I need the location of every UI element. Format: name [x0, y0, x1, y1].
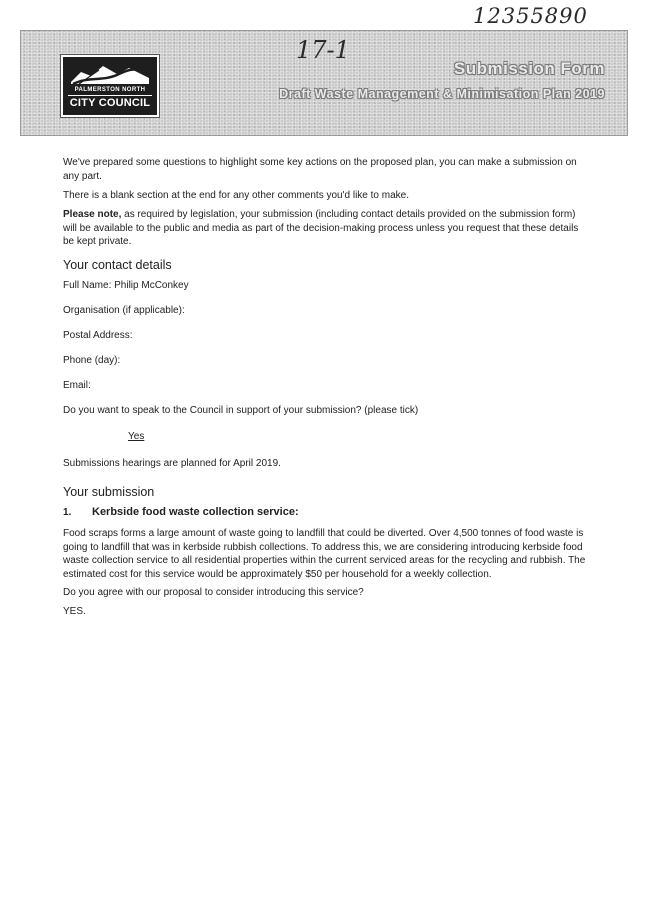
question-body: Food scraps forms a large amount of waste going to landfill that could be diverted. Over 4,500 tonnes of food waste is going to landfill that was in kerbside rubbish collections. To address this, we are considering introducing kerbside food waste collection service to all residential properties within the current serviced areas for the recycling and rubbish. The estimated cost for this service would be approximately $50 per household for a weekly collection. [63, 528, 586, 580]
note-label: Please note, [63, 209, 122, 220]
full-name-field: Full Name: Philip McConkey [63, 280, 189, 291]
intro-paragraph: There is a blank section at the end for any other comments you'd like to make. [63, 190, 409, 201]
river-landscape-icon [69, 60, 151, 86]
council-logo [61, 55, 159, 117]
question-title: Kerbside food waste collection service: [92, 506, 299, 518]
handwritten-submission-ref: 17-1 [296, 36, 350, 64]
speak-question: Do you want to speak to the Council in support of your submission? (please tick) [63, 405, 419, 416]
note-text: as required by legislation, your submission (including contact details provided on the submission form) will be available to the public and media as part of the decision-making process unless you request that these details be kept private. [63, 209, 579, 248]
question-answer: YES. [63, 606, 86, 617]
logo-line-2: CITY COUNCIL [69, 97, 151, 109]
logo-line-1: PALMERSTON NORTH [74, 87, 146, 93]
section-heading: Your contact details [63, 258, 172, 272]
privacy-note [63, 208, 588, 249]
phone-field: Phone (day): [63, 355, 121, 366]
organisation-field: Organisation (if applicable): [63, 305, 185, 316]
plan-title: Draft Waste Management & Minimisation Plan 2019 [279, 87, 605, 101]
section-heading: Your submission [63, 485, 155, 499]
question-number: 1. [63, 507, 72, 518]
intro-paragraph: We've prepared some questions to highlight some key actions on the proposed plan, you can make a submission on any part. [63, 157, 577, 182]
email-field: Email: [63, 380, 91, 391]
postal-address-field: Postal Address: [63, 330, 133, 341]
handwritten-document-number: 12355890 [473, 4, 588, 28]
question-prompt: Do you agree with our proposal to consider introducing this service? [63, 587, 364, 598]
speak-answer: Yes [128, 431, 145, 442]
hearings-note: Submissions hearings are planned for April 2019. [63, 458, 281, 469]
form-title: Submission Form [453, 59, 605, 78]
